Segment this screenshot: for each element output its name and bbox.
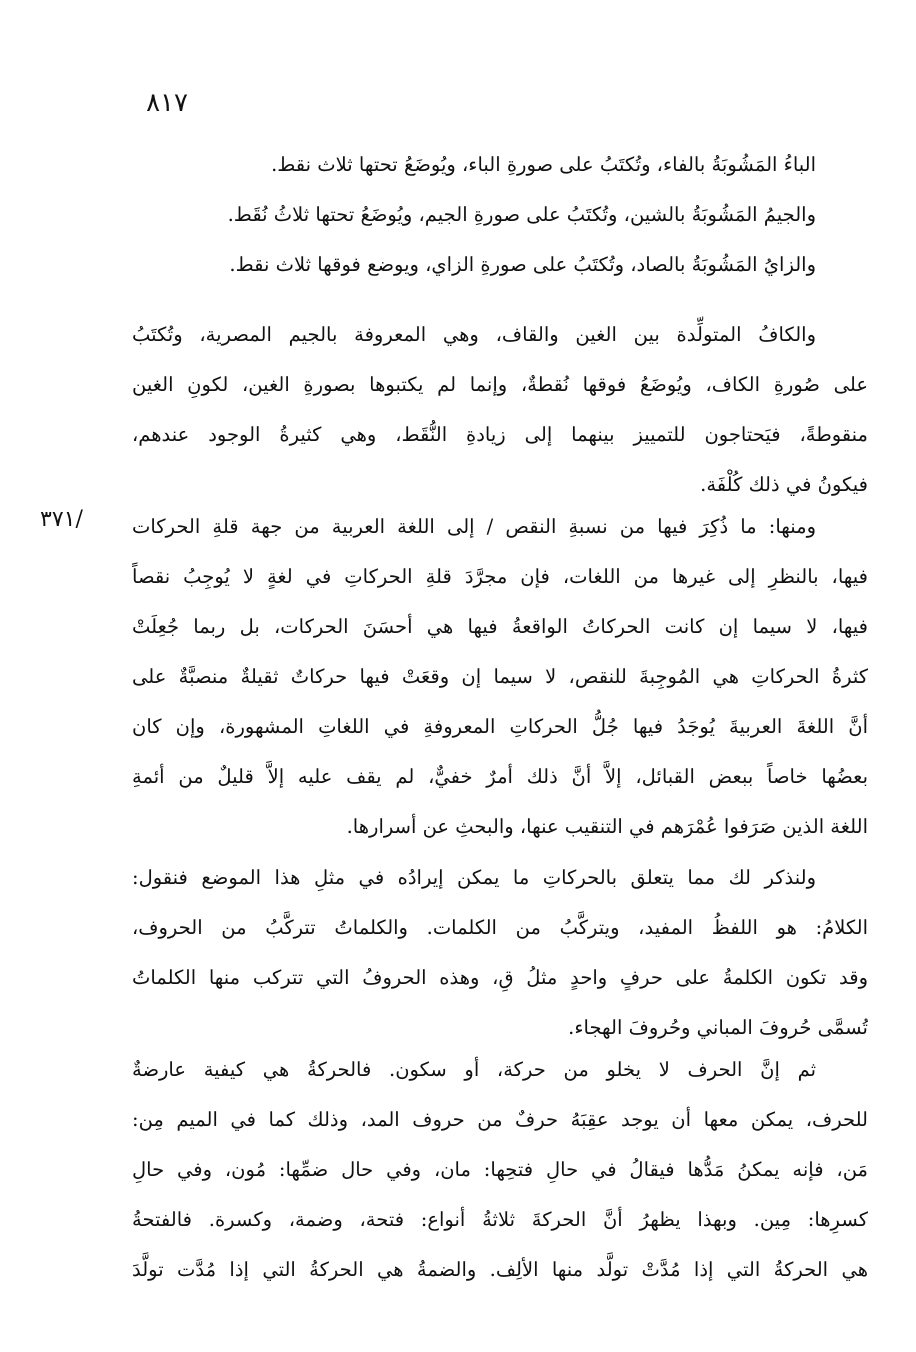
paragraph-group-mixed-letters (132, 140, 868, 290)
paragraph-harakat (132, 502, 868, 852)
paragraph-line: كثرةُ الحركاتِ هي المُوجِبةَ للنقص، لا سيما إن وقعَتْ فيها حركاتٌ ثقيلةٌ منصبَّةٌ على (132, 665, 868, 688)
paragraph-line: تُسمَّى حُروفَ المباني وحُروفَ الهجاء. (568, 1016, 868, 1039)
paragraph-line: فيكونُ في ذلك كُلْفَة. (700, 473, 868, 496)
paragraph-line: هي الحركةُ التي إذا مُدَّتْ تولَّد منها الألِف. والضمةُ هي الحركةُ التي إذا مُدَّت تولَّدَ (132, 1258, 868, 1281)
paragraph-haraka-types (132, 1045, 868, 1295)
margin-reference: /٣٧١ (40, 507, 83, 532)
paragraph-line: والجيمُ المَشُوبَةُ بالشين، وتُكتَبُ على صورةِ الجيم، ويُوضَعُ تحتها ثلاثُ نُقَط. (227, 203, 816, 226)
paragraph-line: منقوطةً، فيَحتاجون للتمييز بينهما إلى زيادةِ النُّقَط، وهي كثيرةُ الوجود عندهم، (132, 423, 868, 446)
paragraph-line: وقد تكون الكلمةُ على حرفٍ واحدٍ مثلُ قِ، وهذه الحروفُ التي تتركب منها الكلماتُ (132, 966, 868, 989)
paragraph-line: اللغة الذين صَرَفوا عُمْرَهم في التنقيب عنها، والبحثِ عن أسرارها. (346, 815, 868, 838)
paragraph-line: والكافُ المتولِّدة بين الغين والقاف، وهي المعروفة بالجيم المصرية، وتُكتَبُ (132, 323, 816, 346)
paragraph-line: ولنذكر لك مما يتعلق بالحركاتِ ما يمكن إيرادُه في مثلِ هذا الموضع فنقول: (132, 866, 816, 889)
paragraph-line: مَن، فإنه يمكنُ مَدُّها فيقالُ في حالِ فتحِها: مان، وفي حال ضمِّها: مُون، وفي حالِ (132, 1158, 868, 1181)
paragraph-line: بعضُها خاصاً ببعض القبائل، إلاَّ أنَّ ذلك أمرٌ خفيٌّ، لم يقف عليه إلاَّ قليلٌ من أئمةِ (132, 765, 868, 788)
paragraph-line: ومنها: ما ذُكِرَ فيها من نسبةِ النقص / إلى اللغة العربية من جهة قلةِ الحركات (132, 515, 816, 538)
paragraph-line: الكلامُ: هو اللفظُ المفيد، ويتركَّبُ من الكلمات. والكلماتُ تتركَّبُ من الحروف، (132, 916, 868, 939)
paragraph-line: والزايُ المَشُوبَةُ بالصاد، وتُكتَبُ على صورةِ الزاي، ويوضع فوقها ثلاث نقط. (229, 253, 816, 276)
paragraph-line: الباءُ المَشُوبَةُ بالفاء، وتُكتَبُ على صورةِ الباء، ويُوضَعُ تحتها ثلاث نقط. (271, 153, 816, 176)
paragraph-kaf (132, 310, 868, 510)
paragraph-line: على صُورةِ الكاف، ويُوضَعُ فوقها نُقطةٌ، وإنما لم يكتبوها بصورةِ الغين، لكونِ الغين (132, 373, 868, 396)
paragraph-line: أنَّ اللغةَ العربيةَ يُوجَدُ فيها جُلُّ الحركاتِ المعروفةِ في اللغاتِ المشهورة، وإن كان (132, 715, 868, 738)
page-number: ٨١٧ (146, 88, 188, 118)
paragraph-line: فيها، لا سيما إن كانت الحركاتُ الواقعةُ فيها هي أحسَنَ الحركات، بل ربما جُعِلَتْ (132, 615, 868, 638)
paragraph-line: ثم إنَّ الحرف لا يخلو من حركة، أو سكون. فالحركةُ هي كيفية عارضةٌ (132, 1058, 816, 1081)
paragraph-line: فيها، بالنظرِ إلى غيرها من اللغات، فإن مجرَّدَ قلةِ الحركاتِ في لغةٍ لا يُوجِبُ نقصاً (132, 565, 868, 588)
paragraph-line: كسرِها: مِين. وبهذا يظهرُ أنَّ الحركةَ ثلاثةُ أنواع: فتحة، وضمة، وكسرة. فالفتحةُ (132, 1208, 868, 1231)
paragraph-kalam (132, 853, 868, 1053)
paragraph-line: للحرف، يمكن معها أن يوجد عقِبَهُ حرفٌ من حروف المد، وذلك كما في الميم مِن: (132, 1108, 868, 1131)
